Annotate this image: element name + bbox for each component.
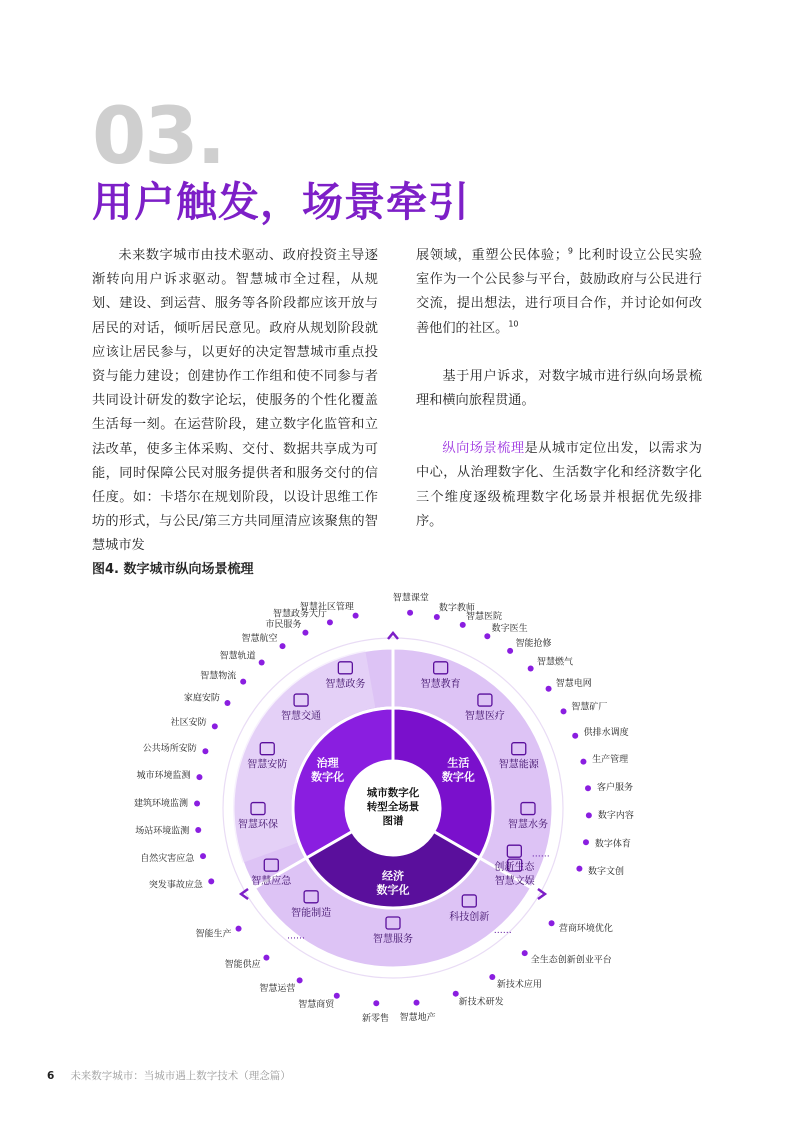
- outer-dot: [327, 619, 333, 625]
- segment-label: 治理: [316, 756, 339, 770]
- scene-label: 科技创新: [449, 911, 490, 923]
- scene-label: 智慧环保: [238, 819, 279, 831]
- segment-label: 数字化: [376, 883, 410, 897]
- more-ellipsis: ……: [531, 849, 550, 860]
- outer-dot: [236, 926, 242, 932]
- outer-dot: [585, 785, 591, 791]
- outer-dot: [460, 622, 466, 628]
- outer-dot: [549, 920, 555, 926]
- footer: [47, 1068, 291, 1083]
- outer-scene-label: 公共场所安防: [142, 744, 197, 755]
- scene-label: 智慧文娱: [494, 876, 535, 888]
- outer-dot: [263, 955, 269, 961]
- outer-dot: [240, 679, 246, 685]
- outer-dot: [208, 878, 214, 884]
- center-label: 转型全场景: [366, 801, 420, 813]
- outer-scene-label: 新技术应用: [496, 980, 542, 991]
- outer-dot: [576, 866, 582, 872]
- footer-text: 未来数字城市：当城市遇上数字技术（理念篇）: [70, 1070, 291, 1082]
- outer-scene-label: 智慧轨道: [219, 651, 256, 662]
- outer-dot: [297, 977, 303, 983]
- outer-dot: [489, 974, 495, 980]
- outer-dot: [259, 660, 265, 666]
- scene-label: 智慧政务: [325, 678, 366, 690]
- right-paragraph-1: 展领域，重塑公民体验；$^9$ 比利时设立公民实验室作为一个公民参与平台，鼓励政府与公民进行交流，提出想法，进行项目合作，并讨论如何改善他们的社区。$^{10}$: [416, 246, 702, 336]
- scene-label: 智慧能源: [498, 759, 539, 771]
- outer-dot: [507, 648, 513, 654]
- outer-dot: [453, 991, 459, 997]
- outer-scene-label: 供排水调度: [583, 727, 629, 738]
- outer-dot: [202, 748, 208, 754]
- outer-scene-label: 智能抢修: [515, 639, 552, 650]
- outer-scene-label: 智慧矿厂: [571, 702, 608, 713]
- outer-scene-label: 客户服务: [596, 782, 633, 793]
- outer-scene-label: 智慧运营: [259, 983, 296, 994]
- outer-scene-label: 自然灾害应急: [140, 853, 195, 864]
- outer-dot: [196, 774, 202, 780]
- scene-label: 智慧应急: [251, 876, 292, 888]
- outer-scene-label: 智慧医院: [465, 611, 502, 622]
- center-label: 城市数字化: [366, 787, 420, 799]
- figure-title: 图4. 数字城市纵向场景梳理: [92, 562, 254, 577]
- outer-scene-label: 建筑环境监测: [134, 798, 189, 809]
- segment-label: 生活: [447, 756, 470, 770]
- outer-scene-label: 数字体育: [594, 839, 631, 850]
- segment-label: 经济: [382, 869, 404, 883]
- outer-dot: [194, 801, 200, 807]
- scene-label: 智慧交通: [281, 711, 322, 723]
- outer-dot: [195, 827, 201, 833]
- outer-scene-label: 智慧政务大厅: [273, 609, 328, 620]
- outer-scene-label: 智慧电网: [555, 678, 592, 689]
- outer-scene-label: 智能供应: [224, 960, 261, 971]
- outer-scene-label: 智慧航空: [241, 634, 278, 645]
- outer-dot: [373, 1000, 379, 1006]
- outer-scene-label: 智慧地产: [399, 1013, 436, 1024]
- outer-scene-label: 新零售: [362, 1013, 390, 1024]
- section-title: 用户触发，场景牵引: [92, 178, 470, 226]
- outer-scene-label: 智慧课堂: [392, 593, 429, 604]
- outer-dot: [224, 700, 230, 706]
- outer-dot: [580, 759, 586, 765]
- highlight-term: 纵向场景梳理: [442, 441, 525, 457]
- outer-dot: [484, 633, 490, 639]
- scene-label: 智能制造: [291, 907, 332, 919]
- outer-dot: [434, 614, 440, 620]
- footnote-ref-9: 9: [567, 246, 573, 256]
- outer-scene-label: 全生态创新创业平台: [530, 955, 612, 966]
- outer-dot: [414, 1000, 420, 1006]
- left-paragraph: 未来数字城市由技术驱动、政府投资主导逐渐转向用户诉求驱动。智慧城市全过程，从规划、建设、到运营、服务等各阶段都应该开放与居民的对话，倾听居民意见。政府从规划阶段就应该让居民参与，以更好的决定智慧城市重点投资与能力建设；创建协作工作组和使不同参与者共同设计研发的数字论坛，使服务的个性化覆盖生活每一刻。在运营阶段，建立数字化监管和立法改革，使多主体采购、交付、数据共享成为可能，同时保障公民对服务提供者和服务交付的信任度。如：卡塔尔在规划阶段，以设计思维工作坊的形式，与公民/第三方共同厘清应该聚焦的智慧城市发: [92, 248, 378, 554]
- more-ellipsis: ……: [286, 931, 305, 942]
- segment-label: 数字化: [311, 770, 345, 784]
- page-number: 6: [47, 1070, 55, 1082]
- outer-scene-label: 数字教师: [438, 603, 475, 614]
- outer-scene-label: 社区安防: [170, 718, 207, 729]
- outer-scene-label: 生产管理: [592, 754, 629, 765]
- outer-scene-label: 市民服务: [265, 620, 302, 631]
- outer-dot: [353, 613, 359, 619]
- scene-label: 智慧服务: [373, 934, 413, 945]
- scene-label: 智慧安防: [247, 759, 288, 771]
- segment-label: 数字化: [441, 770, 475, 784]
- outer-dot: [280, 643, 286, 649]
- outer-scene-label: 突发事故应急: [148, 880, 203, 891]
- outer-scene-label: 数字内容: [597, 811, 634, 822]
- scene-label: 智慧水务: [507, 819, 548, 831]
- outer-dot: [528, 665, 534, 671]
- outer-dot: [200, 853, 206, 859]
- section-number: 03.: [92, 92, 225, 182]
- more-ellipsis: ……: [493, 925, 512, 936]
- outer-scene-label: 营商环境优化: [558, 923, 613, 934]
- outer-scene-label: 智慧物流: [200, 671, 237, 682]
- scene-label: 创新生态: [494, 862, 535, 874]
- outer-dot: [522, 950, 528, 956]
- outer-dot: [546, 686, 552, 692]
- outer-scene-label: 智慧燃气: [536, 657, 573, 668]
- outer-scene-label: 家庭安防: [183, 693, 220, 704]
- outer-dot: [334, 993, 340, 999]
- scene-label: 智慧医疗: [464, 711, 505, 723]
- outer-dot: [407, 610, 413, 616]
- outer-scene-label: 数字文创: [587, 866, 624, 877]
- outer-dot: [561, 708, 567, 714]
- outer-scene-label: 场站环境监测: [135, 826, 190, 837]
- center-label: 图谱: [382, 815, 404, 827]
- right-paragraph-3: 纵向场景梳理是从城市定位出发，以需求为中心，从治理数字化、生活数字化和经济数字化三个维度逐级梳理数字化场景并根据优先级排序。: [416, 441, 702, 529]
- outer-dot: [212, 723, 218, 729]
- right-paragraph-2: 基于用户诉求，对数字城市进行纵向场景梳理和横向旅程贯通。: [416, 368, 702, 409]
- outer-scene-label: 智能生产: [195, 929, 232, 940]
- footnote-ref-10: 10: [508, 319, 519, 329]
- outer-scene-label: 新技术研发: [458, 997, 504, 1008]
- outer-scene-label: 数字医生: [491, 623, 528, 634]
- outer-dot: [302, 630, 308, 636]
- scene-label: 智慧教育: [420, 678, 461, 690]
- outer-dot: [586, 812, 592, 818]
- outer-dot: [583, 839, 589, 845]
- outer-dot: [572, 733, 578, 739]
- outer-scene-label: 智慧社区管理: [299, 602, 354, 613]
- outer-scene-label: 城市环境监测: [136, 771, 191, 782]
- outer-scene-label: 智慧商贸: [298, 999, 335, 1010]
